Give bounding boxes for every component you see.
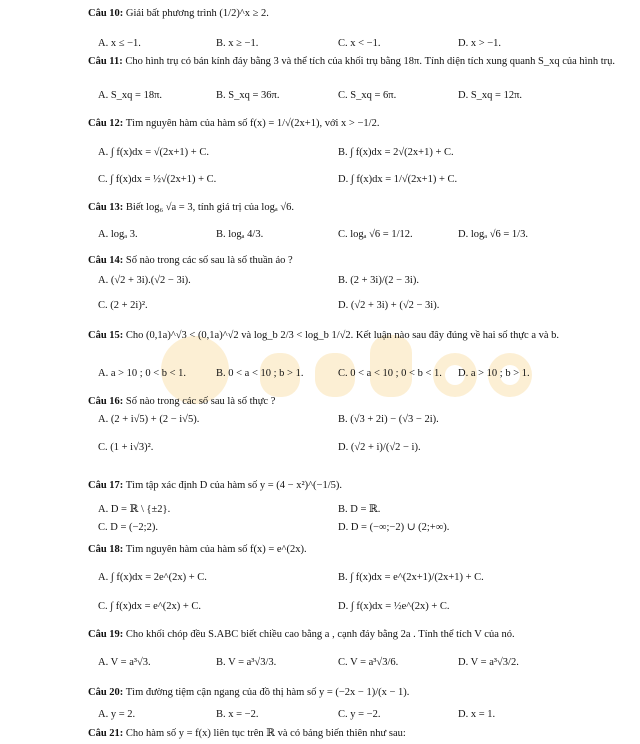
question-label: Câu 19:	[88, 629, 124, 640]
answer-row	[88, 440, 628, 458]
option-d[interactable]: D. V = a³√3/2.	[458, 657, 519, 668]
question-14	[88, 253, 628, 268]
option-a[interactable]: A. ∫ f(x)dx = 2e^(2x) + C.	[98, 572, 207, 583]
question-text: Tìm tập xác định D của hàm số y = (4 − x²)^(−1/5).	[125, 480, 342, 491]
option-c[interactable]: C. (2 + 2i)².	[98, 300, 148, 311]
option-b[interactable]: B. V = a³√3/3.	[216, 657, 277, 668]
question-text: Cho hình trụ có bán kính đáy bằng 3 và thể tích của khối trụ bằng 18π. Tính diện tích xung quanh S_xq của hình trụ.	[125, 56, 616, 67]
answer-row	[88, 88, 628, 106]
question-label: Câu 14:	[88, 255, 124, 266]
answer-row	[88, 145, 628, 163]
question-text: Tìm đường tiệm cận ngang của đồ thị hàm số y = (−2x − 1)/(x − 1).	[125, 687, 410, 698]
option-a[interactable]: A. V = a³√3.	[98, 657, 151, 668]
option-a[interactable]: A. x ≤ −1.	[98, 38, 141, 49]
question-text: Tìm nguyên hàm của hàm số f(x) = e^(2x).	[125, 544, 307, 555]
option-c[interactable]: C. ∫ f(x)dx = e^(2x) + C.	[98, 601, 202, 612]
question-10	[88, 6, 628, 21]
question-17	[88, 478, 628, 493]
answer-row	[88, 502, 628, 520]
option-c[interactable]: C. S_xq = 6π.	[338, 90, 397, 101]
option-d[interactable]: D. (√2 + i)/(√2 − i).	[338, 442, 421, 453]
option-c[interactable]: C. V = a³√3/6.	[338, 657, 399, 668]
option-b[interactable]: B. (√3 + 2i) − (√3 − 2i).	[338, 414, 439, 425]
option-b[interactable]: B. ∫ f(x)dx = 2√(2x+1) + C.	[338, 147, 454, 158]
option-a[interactable]: A. y = 2.	[98, 709, 136, 720]
question-label: Câu 18:	[88, 544, 124, 555]
option-c[interactable]: C. logₐ √6 = 1/12.	[338, 229, 413, 240]
answer-row	[88, 36, 628, 54]
question-text: Giải bất phương trình (1/2)^x ≥ 2.	[125, 8, 269, 19]
option-b[interactable]: B. logₐ 4/3.	[216, 229, 264, 240]
question-label: Câu 21:	[88, 728, 124, 739]
answer-row	[88, 227, 628, 245]
option-a[interactable]: A. D = ℝ \ {±2}.	[98, 504, 171, 515]
option-d[interactable]: D. S_xq = 12π.	[458, 90, 523, 101]
answer-row	[88, 655, 628, 673]
question-label: Câu 17:	[88, 480, 124, 491]
option-d[interactable]: D. D = (−∞;−2) ∪ (2;+∞).	[338, 522, 450, 533]
option-b[interactable]: B. (2 + 3i)/(2 − 3i).	[338, 275, 419, 286]
question-label: Câu 20:	[88, 687, 124, 698]
question-label: Câu 15:	[88, 330, 124, 341]
option-d[interactable]: D. x = 1.	[458, 709, 496, 720]
option-b[interactable]: B. x ≥ −1.	[216, 38, 259, 49]
answer-row	[88, 520, 628, 538]
question-20	[88, 685, 628, 700]
question-text: Biết log₆ √a = 3, tính giá trị của logₐ √6.	[125, 202, 294, 213]
question-label: Câu 12:	[88, 118, 124, 129]
question-label: Câu 13:	[88, 202, 124, 213]
question-label: Câu 16:	[88, 396, 124, 407]
option-d[interactable]: D. (√2 + 3i) + (√2 − 3i).	[338, 300, 440, 311]
option-b[interactable]: B. ∫ f(x)dx = e^(2x+1)/(2x+1) + C.	[338, 572, 484, 583]
question-12	[88, 116, 628, 131]
option-a[interactable]: A. a > 10 ; 0 < b < 1.	[98, 368, 187, 379]
option-d[interactable]: D. a > 10 ; b > 1.	[458, 368, 530, 379]
question-label: Câu 10:	[88, 8, 124, 19]
option-a[interactable]: A. S_xq = 18π.	[98, 90, 163, 101]
question-15	[88, 328, 628, 343]
option-c[interactable]: C. (1 + i√3)².	[98, 442, 154, 453]
question-text: Cho hàm số y = f(x) liên tục trên ℝ và có bảng biến thiên như sau:	[125, 728, 406, 739]
option-b[interactable]: B. x = −2.	[216, 709, 259, 720]
question-11	[88, 54, 628, 69]
option-c[interactable]: C. D = (−2;2).	[98, 522, 158, 533]
option-b[interactable]: B. S_xq = 36π.	[216, 90, 280, 101]
answer-row	[88, 273, 628, 291]
option-a[interactable]: A. (√2 + 3i).(√2 − 3i).	[98, 275, 191, 286]
option-d[interactable]: D. logₐ √6 = 1/3.	[458, 229, 528, 240]
option-a[interactable]: A. logₐ 3.	[98, 229, 138, 240]
answer-row	[88, 412, 628, 430]
question-text: Số nào trong các số sau là số thuần ảo ?	[125, 255, 293, 266]
question-21	[88, 726, 628, 741]
answer-row	[88, 570, 628, 588]
answer-row	[88, 366, 628, 384]
option-d[interactable]: D. ∫ f(x)dx = ½e^(2x) + C.	[338, 601, 450, 612]
question-16	[88, 394, 628, 409]
question-label: Câu 11:	[88, 56, 123, 67]
option-a[interactable]: A. ∫ f(x)dx = √(2x+1) + C.	[98, 147, 209, 158]
question-text: Cho khối chóp đều S.ABC biết chiều cao bằng a , cạnh đáy bằng 2a . Tính thể tích V của nó.	[125, 629, 515, 640]
option-c[interactable]: C. x < −1.	[338, 38, 381, 49]
answer-row	[88, 707, 628, 725]
question-text: Cho (0,1a)^√3 < (0,1a)^√2 và log_b 2/3 < log_b 1/√2. Kết luận nào sau đây đúng về hai số thực a và b.	[125, 330, 560, 341]
option-c[interactable]: C. 0 < a < 10 ; 0 < b < 1.	[338, 368, 442, 379]
option-d[interactable]: D. x > −1.	[458, 38, 502, 49]
question-19	[88, 627, 628, 642]
question-13	[88, 200, 628, 215]
option-c[interactable]: C. ∫ f(x)dx = ½√(2x+1) + C.	[98, 174, 217, 185]
answer-row	[88, 298, 628, 316]
option-b[interactable]: B. D = ℝ.	[338, 504, 381, 515]
question-text: Số nào trong các số sau là số thực ?	[125, 396, 276, 407]
option-a[interactable]: A. (2 + i√5) + (2 − i√5).	[98, 414, 200, 425]
question-18	[88, 542, 628, 557]
question-text: Tìm nguyên hàm của hàm số f(x) = 1/√(2x+1), với x > −1/2.	[125, 118, 380, 129]
option-b[interactable]: B. 0 < a < 10 ; b > 1.	[216, 368, 304, 379]
answer-row	[88, 172, 628, 190]
option-c[interactable]: C. y = −2.	[338, 709, 381, 720]
option-d[interactable]: D. ∫ f(x)dx = 1/√(2x+1) + C.	[338, 174, 458, 185]
answer-row	[88, 599, 628, 617]
